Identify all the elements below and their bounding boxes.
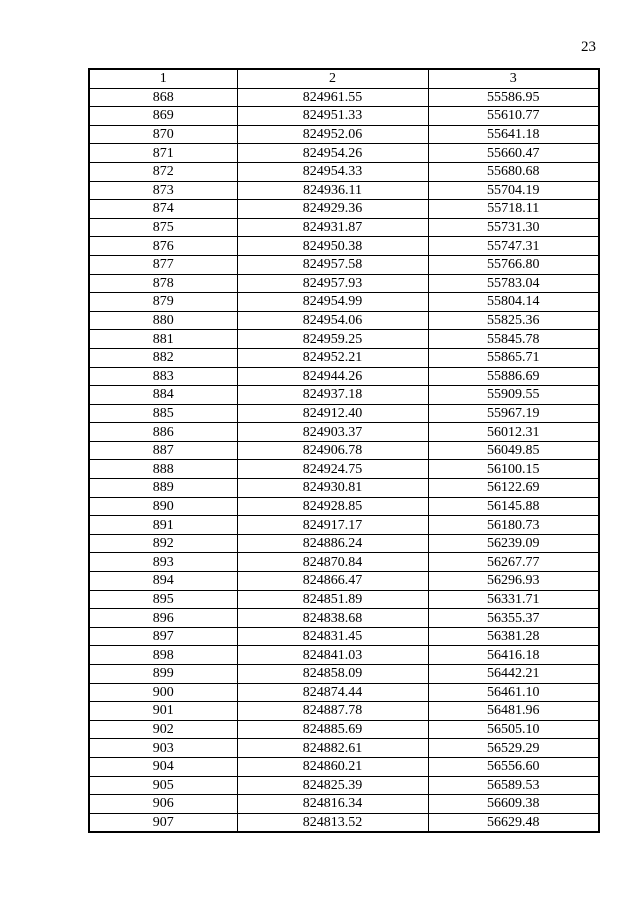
table-row: [89, 200, 599, 219]
x-coordinate-cell: 824952.06: [237, 125, 428, 144]
x-coordinate-cell: 824950.38: [237, 237, 428, 256]
y-coordinate-cell: 55704.19: [428, 181, 599, 200]
x-coordinate-cell: 824813.52: [237, 813, 428, 832]
x-coordinate-cell: 824831.45: [237, 627, 428, 646]
point-number-cell: 872: [89, 162, 237, 181]
column-header-1: 1: [89, 69, 237, 88]
y-coordinate-cell: 56267.77: [428, 553, 599, 572]
y-coordinate-cell: 56416.18: [428, 646, 599, 665]
point-number-cell: 894: [89, 572, 237, 591]
table-row: [89, 534, 599, 553]
y-coordinate-cell: 56629.48: [428, 813, 599, 832]
table-row: [89, 237, 599, 256]
y-coordinate-cell: 56505.10: [428, 720, 599, 739]
y-coordinate-cell: 55783.04: [428, 274, 599, 293]
x-coordinate-cell: 824886.24: [237, 534, 428, 553]
table-row: [89, 479, 599, 498]
y-coordinate-cell: 55747.31: [428, 237, 599, 256]
table-row: [89, 609, 599, 628]
x-coordinate-cell: 824912.40: [237, 404, 428, 423]
column-header-2: 2: [237, 69, 428, 88]
table-row: [89, 367, 599, 386]
point-number-cell: 897: [89, 627, 237, 646]
x-coordinate-cell: 824825.39: [237, 776, 428, 795]
x-coordinate-cell: 824944.26: [237, 367, 428, 386]
point-number-cell: 876: [89, 237, 237, 256]
table-row: [89, 311, 599, 330]
x-coordinate-cell: 824917.17: [237, 516, 428, 535]
table-row: [89, 404, 599, 423]
y-coordinate-cell: 56145.88: [428, 497, 599, 516]
point-number-cell: 884: [89, 386, 237, 405]
table-row: [89, 274, 599, 293]
y-coordinate-cell: 56100.15: [428, 460, 599, 479]
x-coordinate-cell: 824838.68: [237, 609, 428, 628]
table-row: [89, 590, 599, 609]
point-number-cell: 882: [89, 348, 237, 367]
y-coordinate-cell: 55865.71: [428, 348, 599, 367]
point-number-cell: 896: [89, 609, 237, 628]
y-coordinate-cell: 56609.38: [428, 795, 599, 814]
table-row: [89, 683, 599, 702]
y-coordinate-cell: 55766.80: [428, 255, 599, 274]
x-coordinate-cell: 824903.37: [237, 423, 428, 442]
table-row: [89, 255, 599, 274]
y-coordinate-cell: 56589.53: [428, 776, 599, 795]
x-coordinate-cell: 824959.25: [237, 330, 428, 349]
x-coordinate-cell: 824885.69: [237, 720, 428, 739]
y-coordinate-cell: 55825.36: [428, 311, 599, 330]
x-coordinate-cell: 824874.44: [237, 683, 428, 702]
table-row: [89, 330, 599, 349]
point-number-cell: 900: [89, 683, 237, 702]
point-number-cell: 892: [89, 534, 237, 553]
table-row: [89, 125, 599, 144]
point-number-cell: 898: [89, 646, 237, 665]
table-row: [89, 293, 599, 312]
x-coordinate-cell: 824954.26: [237, 144, 428, 163]
coordinates-table: [88, 68, 600, 833]
point-number-cell: 871: [89, 144, 237, 163]
point-number-cell: 883: [89, 367, 237, 386]
table-row: [89, 107, 599, 126]
y-coordinate-cell: 55886.69: [428, 367, 599, 386]
y-coordinate-cell: 56180.73: [428, 516, 599, 535]
table-row: [89, 144, 599, 163]
point-number-cell: 887: [89, 441, 237, 460]
table-row: [89, 516, 599, 535]
point-number-cell: 890: [89, 497, 237, 516]
x-coordinate-cell: 824906.78: [237, 441, 428, 460]
x-coordinate-cell: 824954.06: [237, 311, 428, 330]
y-coordinate-cell: 55586.95: [428, 88, 599, 107]
column-header-3: 3: [428, 69, 599, 88]
table-row: [89, 553, 599, 572]
point-number-cell: 895: [89, 590, 237, 609]
y-coordinate-cell: 56049.85: [428, 441, 599, 460]
table-row: [89, 665, 599, 684]
point-number-cell: 877: [89, 255, 237, 274]
x-coordinate-cell: 824816.34: [237, 795, 428, 814]
y-coordinate-cell: 56381.28: [428, 627, 599, 646]
x-coordinate-cell: 824957.93: [237, 274, 428, 293]
table-row: [89, 386, 599, 405]
table-row: [89, 181, 599, 200]
point-number-cell: 873: [89, 181, 237, 200]
point-number-cell: 889: [89, 479, 237, 498]
x-coordinate-cell: 824929.36: [237, 200, 428, 219]
point-number-cell: 891: [89, 516, 237, 535]
x-coordinate-cell: 824957.58: [237, 255, 428, 274]
y-coordinate-cell: 55610.77: [428, 107, 599, 126]
point-number-cell: 902: [89, 720, 237, 739]
point-number-cell: 904: [89, 757, 237, 776]
table-row: [89, 88, 599, 107]
point-number-cell: 888: [89, 460, 237, 479]
point-number-cell: 870: [89, 125, 237, 144]
x-coordinate-cell: 824928.85: [237, 497, 428, 516]
table-row: [89, 460, 599, 479]
point-number-cell: 879: [89, 293, 237, 312]
y-coordinate-cell: 55680.68: [428, 162, 599, 181]
x-coordinate-cell: 824858.09: [237, 665, 428, 684]
y-coordinate-cell: 55967.19: [428, 404, 599, 423]
point-number-cell: 906: [89, 795, 237, 814]
y-coordinate-cell: 56529.29: [428, 739, 599, 758]
table-row: [89, 702, 599, 721]
y-coordinate-cell: 55641.18: [428, 125, 599, 144]
table-row: [89, 776, 599, 795]
table-row: [89, 813, 599, 832]
point-number-cell: 868: [89, 88, 237, 107]
point-number-cell: 881: [89, 330, 237, 349]
y-coordinate-cell: 56296.93: [428, 572, 599, 591]
table-row: [89, 739, 599, 758]
table-row: [89, 795, 599, 814]
y-coordinate-cell: 56461.10: [428, 683, 599, 702]
table-row: [89, 646, 599, 665]
point-number-cell: 878: [89, 274, 237, 293]
y-coordinate-cell: 56012.31: [428, 423, 599, 442]
point-number-cell: 886: [89, 423, 237, 442]
table-row: [89, 218, 599, 237]
x-coordinate-cell: 824954.99: [237, 293, 428, 312]
table-row: [89, 423, 599, 442]
x-coordinate-cell: 824931.87: [237, 218, 428, 237]
x-coordinate-cell: 824841.03: [237, 646, 428, 665]
y-coordinate-cell: 56122.69: [428, 479, 599, 498]
point-number-cell: 893: [89, 553, 237, 572]
y-coordinate-cell: 55845.78: [428, 330, 599, 349]
x-coordinate-cell: 824887.78: [237, 702, 428, 721]
x-coordinate-cell: 824924.75: [237, 460, 428, 479]
y-coordinate-cell: 55804.14: [428, 293, 599, 312]
x-coordinate-cell: 824952.21: [237, 348, 428, 367]
point-number-cell: 901: [89, 702, 237, 721]
y-coordinate-cell: 56355.37: [428, 609, 599, 628]
table-row: [89, 441, 599, 460]
y-coordinate-cell: 56442.21: [428, 665, 599, 684]
x-coordinate-cell: 824951.33: [237, 107, 428, 126]
x-coordinate-cell: 824866.47: [237, 572, 428, 591]
x-coordinate-cell: 824961.55: [237, 88, 428, 107]
y-coordinate-cell: 55731.30: [428, 218, 599, 237]
point-number-cell: 880: [89, 311, 237, 330]
x-coordinate-cell: 824851.89: [237, 590, 428, 609]
x-coordinate-cell: 824937.18: [237, 386, 428, 405]
x-coordinate-cell: 824870.84: [237, 553, 428, 572]
y-coordinate-cell: 56239.09: [428, 534, 599, 553]
table-row: [89, 162, 599, 181]
point-number-cell: 875: [89, 218, 237, 237]
x-coordinate-cell: 824930.81: [237, 479, 428, 498]
y-coordinate-cell: 56331.71: [428, 590, 599, 609]
y-coordinate-cell: 55718.11: [428, 200, 599, 219]
point-number-cell: 869: [89, 107, 237, 126]
table-row: [89, 757, 599, 776]
table-row: [89, 720, 599, 739]
table-body: [89, 88, 599, 832]
y-coordinate-cell: 56556.60: [428, 757, 599, 776]
y-coordinate-cell: 55909.55: [428, 386, 599, 405]
table-row: [89, 497, 599, 516]
x-coordinate-cell: 824860.21: [237, 757, 428, 776]
header-row: [89, 69, 599, 88]
table-row: [89, 572, 599, 591]
y-coordinate-cell: 55660.47: [428, 144, 599, 163]
x-coordinate-cell: 824954.33: [237, 162, 428, 181]
table-header: [89, 69, 599, 88]
point-number-cell: 903: [89, 739, 237, 758]
point-number-cell: 905: [89, 776, 237, 795]
point-number-cell: 885: [89, 404, 237, 423]
page-number: 23: [581, 39, 596, 55]
y-coordinate-cell: 56481.96: [428, 702, 599, 721]
point-number-cell: 907: [89, 813, 237, 832]
point-number-cell: 874: [89, 200, 237, 219]
point-number-cell: 899: [89, 665, 237, 684]
x-coordinate-cell: 824936.11: [237, 181, 428, 200]
table-row: [89, 627, 599, 646]
x-coordinate-cell: 824882.61: [237, 739, 428, 758]
table-row: [89, 348, 599, 367]
